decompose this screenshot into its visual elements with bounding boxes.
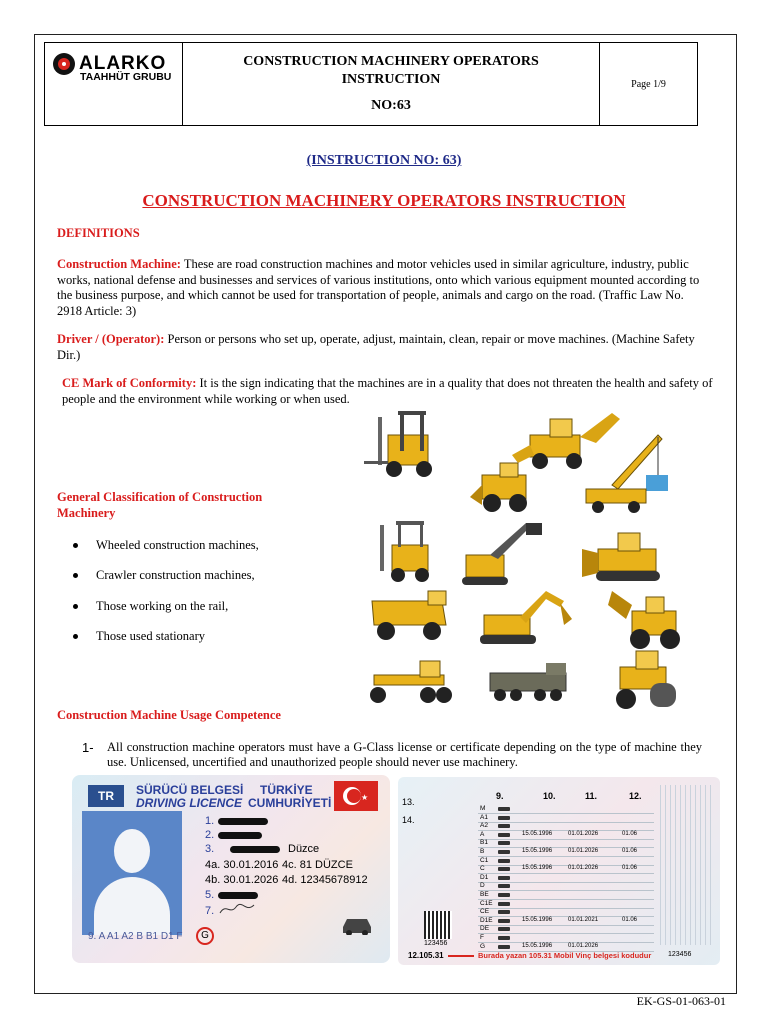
logo-name: ALARKO	[79, 53, 167, 74]
class-label: B1	[480, 839, 488, 847]
row-divider	[478, 925, 654, 926]
vehicle-class-icon	[498, 833, 510, 837]
page-number: Page 1/9	[631, 78, 666, 90]
bullet-icon	[73, 543, 78, 548]
vehicle-class-icon	[498, 902, 510, 906]
row-divider	[478, 890, 654, 891]
class-label: F	[480, 934, 484, 941]
serial-number: 123456	[424, 940, 448, 947]
wheel-loader-icon	[470, 463, 527, 512]
row-divider	[478, 839, 654, 840]
bulldozer-icon	[582, 533, 660, 581]
id-number: 4d. 12345678912	[282, 874, 368, 886]
row-divider	[478, 813, 654, 814]
page-number-cell	[600, 43, 697, 125]
redacted-licence-number	[218, 892, 258, 899]
definitions-heading: DEFINITIONS	[57, 226, 140, 240]
construction-machines-illustration	[350, 405, 710, 725]
vehicle-class-icon	[498, 893, 510, 897]
item-text: All construction machine operators must have a G-Class license or certificate depending on the type of machine they use. Unlicensed, uncertified and unauthorized people should never use machinery.	[107, 740, 702, 769]
dump-truck-icon	[372, 591, 446, 640]
header-title-line1: CONSTRUCTION MACHINERY OPERATORS	[243, 54, 539, 69]
class-date: 01.06	[622, 865, 638, 872]
row-divider	[478, 882, 654, 883]
definition-text: It is the sign indicating that the machines are in a quality that does not threaten the health and safety of people and the environment while working or when used.	[62, 376, 713, 406]
bullet-icon	[73, 604, 78, 609]
row-divider	[478, 856, 654, 857]
vehicle-class-icon	[498, 927, 510, 931]
class-date: 01.01.2026	[568, 865, 599, 872]
row-divider	[478, 942, 654, 943]
vehicle-class-icon	[498, 859, 510, 863]
field-13-label: 13.	[402, 797, 415, 807]
signature-icon	[218, 901, 258, 917]
class-label: C	[480, 865, 485, 873]
class-label: D1E	[480, 916, 493, 924]
header-title-line2: INSTRUCTION	[341, 72, 441, 87]
list-item	[57, 530, 259, 561]
logo-subtitle: TAAHHÜT GRUBU	[80, 71, 172, 83]
issuing-authority: 4c. 81 DÜZCE	[282, 859, 353, 871]
backhoe-loader-icon	[512, 413, 620, 469]
class-date: 01.06	[622, 848, 638, 854]
qr-code-icon	[424, 911, 452, 939]
classification-heading: General Classification of Construction Machinery	[57, 490, 263, 520]
class-label: C1E	[480, 899, 493, 907]
large-wheel-loader-icon	[608, 591, 680, 649]
code-note: Burada yazan 105.31 Mobil Vinç belgesi kodudur	[478, 951, 652, 960]
column-12: 12.	[629, 791, 642, 801]
bullet-icon	[73, 634, 78, 639]
class-label: CE	[480, 908, 490, 916]
definition-driver-operator	[57, 332, 707, 363]
class-date: 15.05.1996	[522, 942, 553, 949]
vehicle-class-icon	[498, 824, 510, 828]
turkish-flag-icon: ★	[334, 781, 378, 811]
definition-text: Person or persons who set up, operate, adjust, maintain, clean, repair or move machines. (Machine Safety Dir.)	[57, 332, 695, 362]
class-date: 01.06	[622, 830, 638, 837]
class-date: 01.06	[622, 916, 638, 923]
vehicle-class-icon	[498, 816, 510, 820]
rope-shovel-icon	[462, 523, 542, 585]
bullet-icon	[73, 573, 78, 578]
country-name-1: TÜRKİYE	[260, 783, 313, 797]
car-icon	[340, 913, 374, 935]
class-date: 15.05.1996	[522, 848, 553, 854]
row-divider	[478, 873, 654, 874]
class-date: 01.01.2026	[568, 848, 599, 854]
issue-date: 4a. 30.01.2016	[205, 859, 279, 871]
definition-text: These are road construction machines and motor vehicles used in similar agriculture, industry, public works, national defense and businesses and services of various institutions, onto which various equipment mounted according to the business purpose, and which cannot be used for transportation of people, animals and cargo on the road. (Traffic Law No. 2918 Article: 3)	[57, 257, 700, 318]
road-roller-icon	[616, 651, 676, 709]
class-label: D	[480, 882, 485, 890]
list-item-text: Wheeled construction machines,	[96, 537, 259, 552]
class-date: 01.01.2021	[568, 916, 599, 923]
legal-text-column	[660, 785, 714, 945]
class-date: 01.01.2026	[568, 942, 599, 949]
logo-cell	[45, 43, 183, 125]
vehicle-class-icon	[498, 884, 510, 888]
class-g-highlight: G	[196, 927, 214, 945]
field-5-label: 5.	[205, 889, 215, 901]
redacted-birthdate	[230, 846, 280, 853]
country-code-badge: TR	[88, 785, 124, 807]
list-item	[57, 622, 259, 653]
multi-axle-truck-icon	[490, 663, 566, 701]
class-label: A2	[480, 822, 488, 830]
class-label: B	[480, 848, 485, 855]
redacted-name	[218, 832, 262, 839]
competence-heading: Construction Machine Usage Competence	[57, 708, 281, 722]
forklift-2-icon	[380, 521, 429, 582]
excavator-icon	[480, 591, 572, 644]
birth-city: Düzce	[288, 843, 320, 855]
class-date: 01.01.2026	[568, 830, 599, 837]
class-date: 15.05.1996	[522, 830, 553, 837]
field-7-label: 7.	[205, 905, 215, 917]
document-header	[44, 42, 698, 126]
vehicle-class-icon	[498, 841, 510, 845]
photo-placeholder	[82, 811, 182, 935]
column-9: 9.	[496, 791, 504, 801]
vehicle-class-icon	[498, 807, 510, 811]
item-number: 1-	[82, 740, 94, 755]
class-label: C1	[480, 856, 489, 864]
vehicle-class-icon	[498, 945, 510, 949]
driving-licence-front	[72, 775, 390, 963]
instruction-number: (INSTRUCTION NO: 63)	[306, 153, 462, 168]
field-3-label: 3.	[205, 843, 215, 855]
column-11: 11.	[585, 791, 598, 801]
definition-ce-mark	[62, 376, 717, 407]
licence-title-tr: SÜRÜCÜ BELGESİ	[136, 783, 244, 797]
list-item-text: Those working on the rail,	[96, 598, 229, 613]
class-label: A1	[480, 813, 488, 821]
row-divider	[478, 908, 654, 909]
field-1-label: 1.	[205, 815, 215, 827]
vehicle-class-icon	[498, 850, 510, 854]
licence-title-en: DRIVING LICENCE	[136, 796, 243, 810]
class-label: BE	[480, 891, 489, 898]
footer-document-code: EK-GS-01-063-01	[636, 994, 726, 1008]
row-divider	[478, 822, 654, 823]
class-date: 15.05.1996	[522, 865, 553, 872]
driving-licence-back	[398, 777, 720, 965]
field-14-label: 14.	[402, 815, 415, 825]
class-label: M	[480, 805, 486, 812]
class-date: 15.05.1996	[522, 916, 553, 923]
row-divider	[478, 933, 654, 934]
field-2-label: 2.	[205, 829, 215, 841]
forklift-icon	[364, 411, 432, 477]
class-label: D1	[480, 873, 489, 881]
expiry-date: 4b. 30.01.2026	[205, 874, 279, 886]
vehicle-class-icon	[498, 867, 510, 871]
alarko-logo-icon	[53, 53, 75, 75]
definition-construction-machine	[57, 257, 707, 319]
competence-item	[82, 740, 702, 770]
red-arrow-icon	[448, 955, 474, 957]
list-item-text: Those used stationary	[96, 629, 206, 644]
class-label: A	[480, 830, 485, 838]
header-doc-number: NO:63	[371, 98, 411, 113]
serial-number-right: 123456	[668, 951, 692, 958]
definition-term: Driver / (Operator):	[57, 332, 165, 346]
main-title: CONSTRUCTION MACHINERY OPERATORS INSTRUCTION	[142, 191, 626, 210]
licence-classes: 9. A A1 A2 B B1 D1 F	[88, 931, 183, 942]
class-label: G	[480, 942, 486, 950]
list-item	[57, 561, 259, 592]
country-name-2: CUMHURİYETİ	[248, 796, 332, 810]
classification-list	[57, 530, 259, 652]
redacted-surname	[218, 818, 268, 825]
vehicle-class-icon	[498, 919, 510, 923]
vehicle-class-icon	[498, 936, 510, 940]
definition-term: Construction Machine:	[57, 257, 181, 271]
class-label: DE	[480, 925, 490, 933]
definition-term: CE Mark of Conformity:	[62, 376, 197, 390]
header-title-cell	[183, 43, 600, 125]
vehicle-class-icon	[498, 910, 510, 914]
vehicle-class-icon	[498, 876, 510, 880]
row-divider	[478, 899, 654, 900]
list-item-text: Crawler construction machines,	[96, 568, 255, 583]
list-item	[57, 591, 259, 622]
column-10: 10.	[543, 791, 556, 801]
mobile-crane-code: 12.105.31	[408, 951, 444, 960]
motor-grader-icon	[370, 661, 452, 703]
mobile-crane-icon	[586, 435, 668, 513]
